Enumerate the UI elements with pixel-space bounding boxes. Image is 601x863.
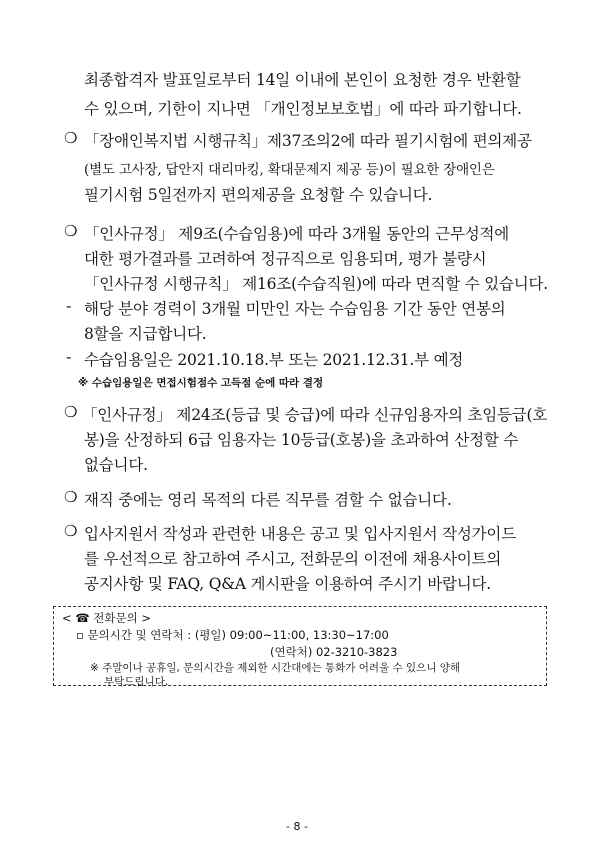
disability-line-1: 「장애인복지법 시행규칙」제37조의2에 따라 필기시험에 편의제공 bbox=[84, 132, 532, 150]
probation-date-line: 수습임용일은 2021.10.18.부 또는 2021.12.31.부 예정 bbox=[84, 351, 464, 369]
guide-line-1: 입사지원서 작성과 관련한 내용은 공고 및 입사지원서 작성가이드 bbox=[84, 525, 516, 543]
page-number: - 8 - bbox=[286, 820, 308, 833]
contact-box bbox=[53, 606, 547, 686]
contact-hours: ▫ 문의시간 및 연락처 : (평일) 09:00~11:00, 13:30~17:00 bbox=[76, 628, 389, 642]
intro-line-2: 수 있으며, 기한이 지나면 「개인정보보호법」에 따라 파기합니다. bbox=[84, 100, 522, 118]
dash-marker: - bbox=[66, 348, 72, 366]
guide-line-3: 공지사항 및 FAQ, Q&A 게시판을 이용하여 주시기 바랍니다. bbox=[84, 575, 492, 593]
probation-line-1: 「인사규정」 제9조(수습임용)에 따라 3개월 동안의 근무성적에 bbox=[84, 225, 510, 243]
side-job-line-1: 재직 중에는 영리 목적의 다른 직무를 겸할 수 없습니다. bbox=[84, 491, 452, 509]
salary-line-2: 봉)을 산정하되 6급 임용자는 10등급(호봉)을 초과하여 산정할 수 bbox=[84, 431, 519, 449]
guide-line-2: 를 우선적으로 참고하여 주시고, 전화문의 이전에 채용사이트의 bbox=[84, 550, 502, 568]
bullet-marker: ❍ bbox=[64, 488, 78, 506]
bullet-marker: ❍ bbox=[64, 522, 78, 540]
probation-date-note: ※ 수습임용일은 면접시험점수 고득점 순에 따라 결정 bbox=[78, 377, 324, 389]
salary-line-3: 없습니다. bbox=[84, 456, 148, 474]
probation-line-2: 대한 평가결과를 고려하여 정규직으로 임용되며, 평가 불량시 bbox=[84, 250, 487, 268]
contact-title: < ☎ 전화문의 > bbox=[62, 611, 151, 625]
bullet-marker: ❍ bbox=[64, 222, 78, 240]
disability-line-2: (별도 고사장, 답안지 대리마킹, 확대문제지 제공 등)이 필요한 장애인은 bbox=[84, 162, 495, 178]
intro-line-1: 최종합격자 발표일로부터 14일 이내에 본인이 요청한 경우 반환할 bbox=[84, 71, 521, 89]
disability-line-3: 필기시험 5일전까지 편의제공을 요청할 수 있습니다. bbox=[84, 186, 433, 204]
bullet-marker: ❍ bbox=[64, 129, 78, 147]
probation-line-3: 「인사규정 시행규칙」 제16조(수습직원)에 따라 면직할 수 있습니다. bbox=[84, 275, 549, 293]
salary-line-1: 「인사규정」 제24조(등급 및 승급)에 따라 신규임용자의 초임등급(호 bbox=[82, 406, 548, 424]
contact-note-line-1: ※ 주말이나 공휴일, 문의시간을 제외한 시간대에는 통화가 어려울 수 있으니 양해 bbox=[90, 662, 461, 674]
contact-note-line-2: 부탁드립니다. bbox=[104, 676, 169, 688]
dash-marker: - bbox=[66, 297, 72, 315]
bullet-marker: ❍ bbox=[64, 403, 78, 421]
experience-line-1: 해당 분야 경력이 3개월 미만인 자는 수습임용 기간 동안 연봉의 bbox=[84, 300, 506, 318]
experience-line-2: 8할을 지급합니다. bbox=[84, 325, 207, 343]
contact-phone: (연락처) 02-3210-3823 bbox=[270, 645, 398, 659]
